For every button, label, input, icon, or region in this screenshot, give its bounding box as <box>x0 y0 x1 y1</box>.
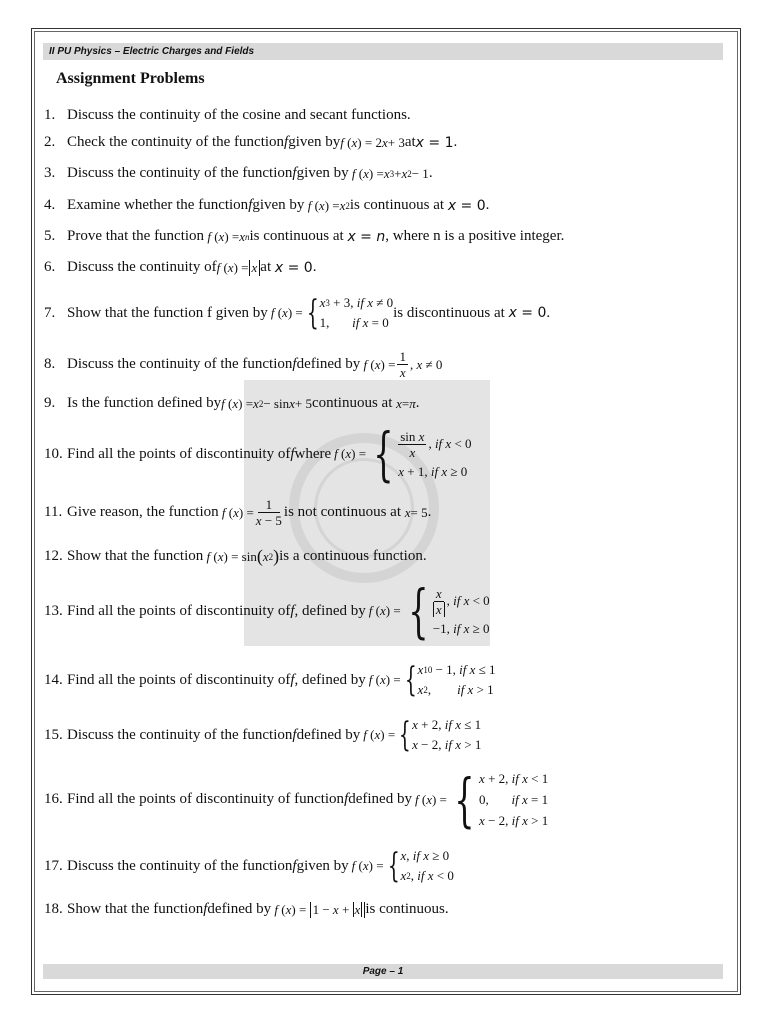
problem-5: 5. Prove that the function f ( x ) = x n is continuous at x = n , where n is a positive integer. <box>44 228 565 245</box>
page-footer: Page – 1 <box>43 964 723 979</box>
problem-8: 8. Discuss the continuity of the function f defined by f ( x ) = $\frac{1}{x}$ , x ≠ 0 <box>44 349 443 380</box>
problem-2: 2. Check the continuity of the function f given by f ( x ) = 2 x + 3 at x = 1 . <box>44 134 458 151</box>
page-title: Assignment Problems <box>56 70 205 87</box>
problem-4: 4. Examine whether the function f given by f ( x ) = x 2 is continuous at x = 0 . <box>44 197 490 214</box>
page-header: II PU Physics – Electric Charges and Fields <box>43 43 723 60</box>
problem-17: 17. Discuss the continuity of the function f given by f ( x ) = { x , if x ≥ 0 x 2 , if x < 0 <box>44 846 454 886</box>
problem-10: 10. Find all the points of discontinuity of f where f ( x ) = { $\frac{\text{sin x}}{x}$ , if x < 0 x + 1, if x ≥ 0 <box>44 420 472 488</box>
problem-14: 14. Find all the points of discontinuity of f , defined by f ( x ) = { x 10 − 1, if x ≤ 1 x 2 , if x > 1 <box>44 660 496 700</box>
problem-13: 13. Find all the points of discontinuity of f , defined by f ( x ) = { $\frac{x}{x}$ , if x < 0 −1, if x ≥ 0 <box>44 577 490 645</box>
problem-3: 3. Discuss the continuity of the function f given by f ( x ) = x 3 + x 2 − 1 . <box>44 165 433 181</box>
problem-9: 9. Is the function defined by f ( x ) = x 2 − sin x + 5 continuous at x = π . <box>44 395 420 411</box>
problem-1: 1. Discuss the continuity of the cosine and secant functions. <box>44 107 411 123</box>
problem-7: 7. Show that the function f given by f ( x ) = { x 3 + 3, if x ≠ 0 1, if x = 0 is discontinuous at x = 0 . <box>44 293 551 333</box>
problem-12: 12. Show that the function f ( x ) = sin ( x 2 ) is a continuous function. <box>44 546 427 566</box>
problem-6: 6. Discuss the continuity of f ( x ) = x at x = 0 . <box>44 259 317 276</box>
problem-11: 11. Give reason, the function f ( x ) = $\frac{1}{x - 5}$ is not continuous at x = 5 . <box>44 497 432 528</box>
problem-18: 18. Show that the function f defined by f ( x ) = 1 − x + x is continuous. <box>44 901 449 917</box>
problem-15: 15. Discuss the continuity of the function f defined by f ( x ) = { x + 2, if x ≤ 1 x − 2, if x > 1 <box>44 715 482 755</box>
problem-16: 16. Find all the points of discontinuity of function f defined by f ( x ) = { x + 2, if x < 1 0, if x = 1 x − 2, if x > 1 <box>44 765 549 834</box>
